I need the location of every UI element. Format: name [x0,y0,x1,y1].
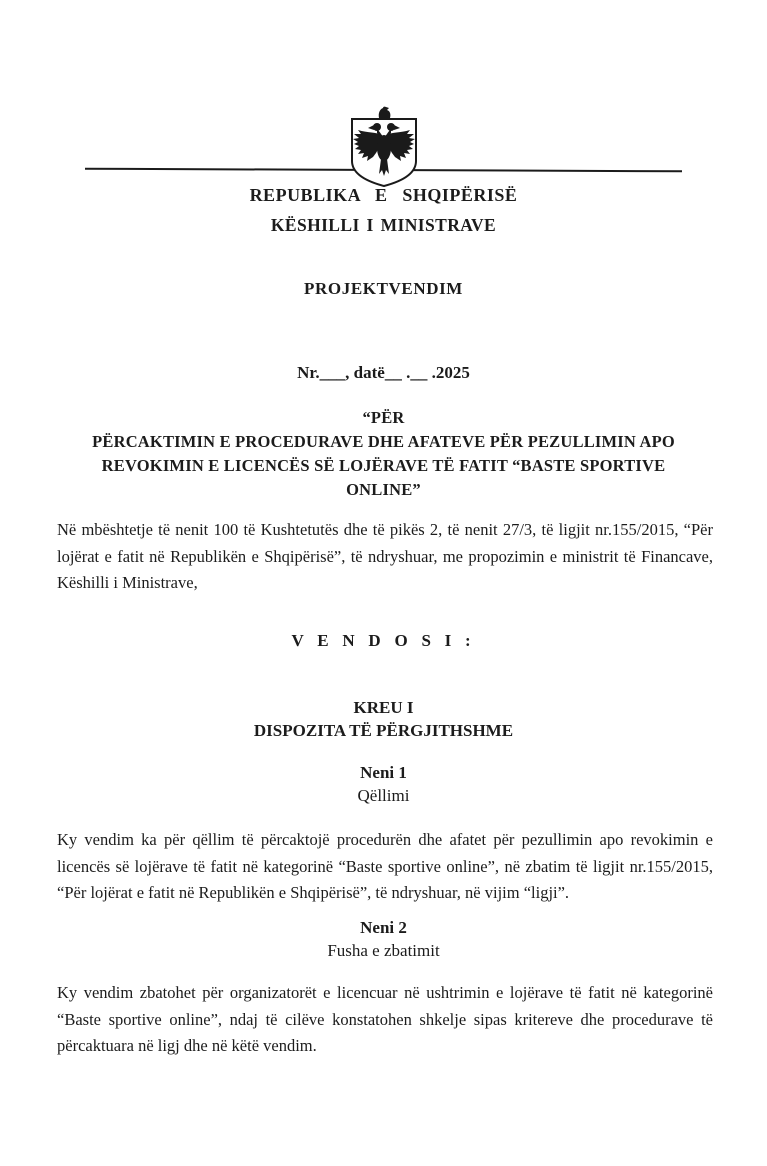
article-1-title: Qëllimi [357,786,410,805]
article-2-heading [0,916,767,962]
chapter-title: DISPOZITA TË PËRGJITHSHME [253,721,514,740]
article-2-number: Neni 2 [360,918,407,937]
document-type-heading: PROJEKTVENDIM [304,279,463,298]
article-2-body: Ky vendim zbatohet për organizatorët e licencuar në ushtrimin e lojërave të fatit në kategorinë “Baste sportive online”, ndaj të cilëve konstatohen shkelje sipas kritereve dhe procedurave të përcaktuara në ligj dhe në këtë vendim. [57,983,713,1055]
council-of-ministers-title: KËSHILLI I MINISTRAVE [270,215,497,235]
decision-title-line-3: REVOKIMIN E LICENCËS SË LOJËRAVE TË FATIT “BASTE SPORTIVE [101,456,666,475]
republic-title: REPUBLIKA E SHQIPËRISË [249,185,518,205]
decision-title-line-2: PËRCAKTIMIN E PROCEDURAVE DHE AFATEVE PËR PEZULLIMIN APO [92,432,675,451]
number-date-line: Nr.___, datë__ .__ .2025 [297,363,470,382]
decision-title-line-1: “PËR [362,408,405,427]
article-1-number: Neni 1 [360,763,407,782]
enacting-formula: V E N D O S I : [291,631,476,650]
chapter-heading-block [0,696,767,742]
decision-title [56,406,711,502]
preamble-paragraph: Në mbështetje të nenit 100 të Kushtetutës dhe të pikës 2, të nenit 27/3, të ligjit nr.155/2015, “Për lojërat e fatit në Republikën e Shqipërisë”, të ndryshuar, me propozimin e ministrit të Financave, Këshilli i Ministrave, [57,520,713,592]
article-1-heading [0,761,767,807]
albanian-eagle-emblem-icon [346,106,422,193]
chapter-number: KREU I [353,698,414,717]
decision-title-line-4: ONLINE” [346,480,421,499]
article-2-title: Fusha e zbatimit [327,941,440,960]
article-1-body: Ky vendim ka për qëllim të përcaktojë procedurën dhe afatet për pezullimin apo revokimin e licencës së lojërave të fatit në kategorinë “Baste sportive online”, në zbatim të ligjit nr.155/2015, “Për lojërat e fatit në Republikën e Shqipërisë”, të ndryshuar, në vijim “ligji”. [57,830,713,902]
